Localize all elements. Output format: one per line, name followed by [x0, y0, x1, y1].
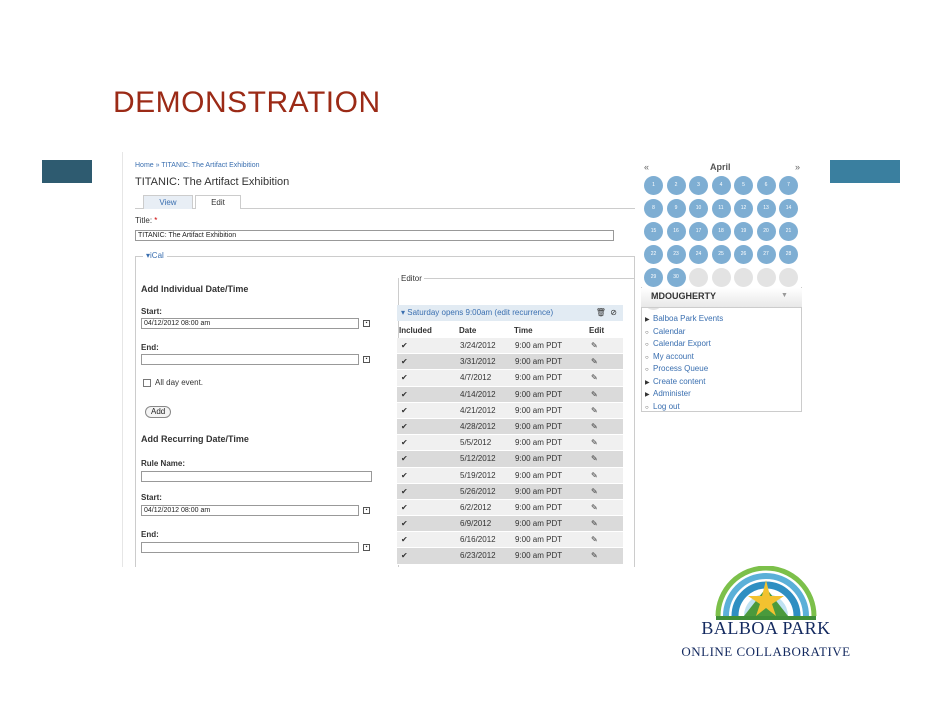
slide-accent-right — [830, 160, 900, 183]
recurring-start-label: Start: — [141, 493, 162, 502]
included-check-icon[interactable]: ✔ — [401, 357, 408, 367]
calendar-day[interactable]: 23 — [667, 245, 686, 264]
ical-legend[interactable]: ▾iCal — [143, 251, 167, 260]
calendar-day[interactable]: 13 — [757, 199, 776, 218]
table-row — [397, 548, 623, 564]
triangle-bullet-icon: ▶ — [645, 379, 650, 386]
user-menu-item-label: Log out — [653, 401, 680, 411]
screenshot-main-panel — [122, 152, 635, 567]
calendar-day[interactable]: 8 — [644, 199, 663, 218]
table-row — [397, 484, 623, 500]
included-check-icon[interactable]: ✔ — [401, 502, 408, 512]
calendar-empty-day — [779, 268, 798, 287]
occurrence-time: 9:00 am PDT — [515, 373, 563, 383]
user-menu-item[interactable] — [645, 402, 723, 415]
all-day-checkbox[interactable] — [143, 379, 151, 387]
occurrence-time: 9:00 am PDT — [515, 502, 563, 512]
edit-pencil-icon[interactable]: ✎ — [591, 438, 598, 448]
title-field-label — [135, 216, 157, 225]
username: MDOUGHERTY — [651, 291, 716, 301]
circle-bullet-icon: ○ — [645, 354, 649, 361]
calendar-day[interactable]: 25 — [712, 245, 731, 264]
occurrence-date: 4/28/2012 — [460, 421, 496, 431]
logo-emblem-icon — [704, 566, 828, 624]
included-check-icon[interactable]: ✔ — [401, 551, 408, 561]
slide-title: DEMONSTRATION — [113, 86, 381, 119]
calendar-day[interactable]: 11 — [712, 199, 731, 218]
included-check-icon[interactable]: ✔ — [401, 389, 408, 399]
occurrence-time: 9:00 am PDT — [515, 519, 563, 529]
occurrence-date: 6/16/2012 — [460, 535, 496, 545]
recurrence-row[interactable]: ▾ Saturday opens 9:00am (edit recurrence) 🗑 ⊘ — [397, 305, 623, 321]
table-row — [397, 516, 623, 532]
calendar-day[interactable]: 18 — [712, 222, 731, 241]
column-header-included: Included — [399, 326, 432, 335]
calendar-day[interactable]: 26 — [734, 245, 753, 264]
trash-icon[interactable]: 🗑 — [595, 308, 606, 317]
calendar-day[interactable]: 17 — [689, 222, 708, 241]
occurrence-time: 9:00 am PDT — [515, 389, 563, 399]
occurrence-time: 9:00 am PDT — [515, 438, 563, 448]
occurrence-time: 9:00 am PDT — [515, 454, 563, 464]
start-date-input[interactable]: 04/12/2012 08:00 am — [141, 318, 359, 329]
user-menu-item-label: Calendar — [653, 326, 686, 336]
user-menu-item[interactable] — [645, 377, 723, 390]
table-row — [397, 370, 623, 386]
calendar-prev-button[interactable]: « — [644, 162, 650, 172]
calendar-day[interactable]: 16 — [667, 222, 686, 241]
included-check-icon[interactable]: ✔ — [401, 486, 408, 496]
occurrence-date: 5/12/2012 — [460, 454, 496, 464]
table-row — [397, 500, 623, 516]
edit-pencil-icon[interactable]: ✎ — [591, 470, 598, 480]
circle-bullet-icon: ○ — [645, 342, 649, 348]
included-check-icon[interactable]: ✔ — [401, 535, 408, 545]
breadcrumb[interactable]: Home » TITANIC: The Artifact Exhibition — [135, 162, 260, 169]
table-row — [397, 387, 623, 403]
recurring-date-heading: Add Recurring Date/Time — [141, 434, 249, 444]
logo-subtitle: ONLINE COLLABORATIVE — [681, 644, 851, 659]
calendar-day[interactable]: 14 — [779, 199, 798, 218]
user-menu-item[interactable] — [645, 352, 723, 365]
edit-pencil-icon[interactable]: ✎ — [591, 341, 598, 350]
calendar-day[interactable]: 21 — [779, 222, 798, 241]
user-menu-item-label: My account — [653, 351, 694, 361]
table-row — [397, 419, 623, 435]
rule-name-label: Rule Name: — [141, 459, 186, 468]
calendar-day[interactable]: 7 — [779, 176, 798, 195]
calendar-day[interactable]: 29 — [644, 268, 663, 287]
included-check-icon[interactable]: ✔ — [401, 421, 408, 431]
user-menu-list — [645, 314, 723, 414]
occurrence-date: 4/14/2012 — [460, 389, 496, 399]
calendar-day[interactable]: 3 — [689, 176, 708, 195]
calendar-day[interactable]: 15 — [644, 222, 663, 241]
occurrence-date: 5/19/2012 — [460, 470, 496, 480]
required-mark: * — [154, 216, 158, 225]
user-menu-item[interactable] — [645, 314, 723, 327]
recurrence-label[interactable]: Saturday opens 9:00am (edit recurrence) — [407, 308, 554, 317]
edit-pencil-icon[interactable]: ✎ — [591, 502, 598, 512]
edit-pencil-icon[interactable]: ✎ — [591, 421, 598, 431]
calendar-empty-day — [734, 268, 753, 287]
table-row — [397, 532, 623, 548]
logo-name: BALBOA PARK — [701, 618, 831, 638]
occurrence-time: 9:00 am PDT — [515, 551, 563, 561]
all-day-label: All day event. — [155, 378, 204, 387]
calendar-empty-day — [712, 268, 731, 287]
recurring-end-label: End: — [141, 530, 159, 539]
occurrence-date: 6/23/2012 — [460, 551, 496, 561]
title-input[interactable]: TITANIC: The Artifact Exhibition — [135, 230, 614, 241]
calendar-day[interactable]: 19 — [734, 222, 753, 241]
user-menu-item-label: Administer — [653, 389, 691, 398]
calendar-day[interactable]: 20 — [757, 222, 776, 241]
calendar-day[interactable]: 24 — [689, 245, 708, 264]
start-calendar-icon[interactable]: ▪ — [363, 320, 370, 327]
table-row — [397, 468, 623, 484]
included-check-icon[interactable]: ✔ — [401, 373, 408, 383]
table-row — [397, 435, 623, 451]
calendar-day[interactable]: 30 — [667, 268, 686, 287]
included-check-icon[interactable]: ✔ — [401, 438, 408, 448]
start-label: Start: — [141, 307, 162, 316]
occurrence-date: 6/9/2012 — [460, 519, 492, 529]
recurring-start-calendar-icon[interactable]: ▪ — [363, 507, 370, 514]
calendar-day[interactable]: 9 — [667, 199, 686, 218]
calendar-day[interactable]: 28 — [779, 245, 798, 264]
calendar-day[interactable]: 2 — [667, 176, 686, 195]
mini-calendar — [640, 160, 803, 280]
recurring-end-input[interactable] — [141, 542, 359, 553]
rule-name-input[interactable] — [141, 471, 372, 482]
calendar-day[interactable]: 22 — [644, 245, 663, 264]
calendar-empty-day — [757, 268, 776, 287]
edit-pencil-icon[interactable]: ✎ — [591, 454, 598, 464]
edit-pencil-icon[interactable]: ✎ — [591, 519, 598, 529]
calendar-day[interactable]: 1 — [644, 176, 663, 195]
tab-edit[interactable]: Edit — [195, 195, 241, 209]
title-label-text: Title: — [135, 216, 153, 225]
occurrence-time: 9:00 am PDT — [515, 486, 563, 496]
user-menu-item[interactable] — [645, 327, 723, 340]
tab-bar — [135, 195, 635, 209]
occurrence-time: 9:00 am PDT — [515, 341, 563, 350]
block-icon[interactable]: ⊘ — [610, 308, 617, 317]
column-header-edit: Edit — [589, 326, 605, 335]
user-menu-item[interactable] — [645, 364, 723, 377]
user-menu-item-label: Create content — [653, 376, 706, 386]
user-menu-item[interactable] — [645, 389, 723, 402]
user-menu-item[interactable] — [645, 339, 723, 352]
calendar-day[interactable]: 12 — [734, 199, 753, 218]
occurrence-time: 9:00 am PDT — [515, 421, 563, 431]
occurrence-time: 9:00 am PDT — [515, 357, 563, 367]
included-check-icon[interactable]: ✔ — [401, 405, 408, 415]
occurrence-date: 4/7/2012 — [460, 373, 492, 383]
table-row — [397, 338, 623, 354]
table-row — [397, 354, 623, 370]
occurrence-date: 5/26/2012 — [460, 486, 496, 496]
edit-pencil-icon[interactable]: ✎ — [591, 551, 598, 561]
occurrence-date: 5/5/2012 — [460, 438, 492, 448]
occurrence-time: 9:00 am PDT — [515, 405, 563, 415]
tab-view[interactable]: View — [143, 195, 193, 209]
table-row — [397, 451, 623, 467]
balboa-park-logo — [666, 566, 866, 666]
edit-pencil-icon[interactable]: ✎ — [591, 357, 598, 367]
calendar-day[interactable]: 6 — [757, 176, 776, 195]
edit-pencil-icon[interactable]: ✎ — [591, 535, 598, 545]
user-menu-header[interactable] — [641, 288, 802, 308]
occurrence-date: 4/21/2012 — [460, 405, 496, 415]
calendar-empty-day — [689, 268, 708, 287]
calendar-next-button[interactable]: » — [795, 162, 801, 172]
edit-pencil-icon[interactable]: ✎ — [591, 486, 598, 496]
recurring-start-input[interactable]: 04/12/2012 08:00 am — [141, 505, 359, 516]
triangle-bullet-icon: ▶ — [645, 392, 650, 398]
user-menu-item-label: Balboa Park Events — [653, 314, 724, 323]
calendar-month-label: April — [710, 162, 731, 172]
column-header-date: Date — [459, 326, 477, 335]
ical-legend-text: iCal — [150, 251, 164, 260]
occurrence-date: 6/2/2012 — [460, 502, 492, 512]
occurrence-date: 3/24/2012 — [460, 341, 496, 350]
chevron-down-icon[interactable]: ▼ — [781, 292, 788, 299]
column-header-time: Time — [514, 326, 533, 335]
user-menu-item-label: Calendar Export — [653, 339, 711, 348]
occurrence-table-body — [397, 338, 623, 565]
included-check-icon[interactable]: ✔ — [401, 341, 408, 350]
calendar-day[interactable]: 27 — [757, 245, 776, 264]
page-title: TITANIC: The Artifact Exhibition — [135, 176, 290, 188]
end-label: End: — [141, 343, 159, 352]
circle-bullet-icon: ○ — [645, 329, 649, 336]
edit-pencil-icon[interactable]: ✎ — [591, 389, 598, 399]
circle-bullet-icon: ○ — [645, 404, 649, 411]
recurring-end-calendar-icon[interactable]: ▪ — [363, 544, 370, 551]
included-check-icon[interactable]: ✔ — [401, 470, 408, 480]
calendar-day[interactable]: 5 — [734, 176, 753, 195]
editor-legend: Editor — [401, 274, 422, 283]
slide-accent-left — [42, 160, 92, 183]
calendar-day[interactable]: 4 — [712, 176, 731, 195]
included-check-icon[interactable]: ✔ — [401, 519, 408, 529]
individual-date-heading: Add Individual Date/Time — [141, 284, 249, 294]
circle-bullet-icon: ○ — [645, 367, 649, 373]
user-menu-item-label: Process Queue — [653, 364, 709, 373]
occurrence-date: 3/31/2012 — [460, 357, 496, 367]
edit-pencil-icon[interactable]: ✎ — [591, 405, 598, 415]
end-calendar-icon[interactable]: ▪ — [363, 356, 370, 363]
occurrence-time: 9:00 am PDT — [515, 535, 563, 545]
occurrence-time: 9:00 am PDT — [515, 470, 563, 480]
end-date-input[interactable] — [141, 354, 359, 365]
calendar-day[interactable]: 10 — [689, 199, 708, 218]
included-check-icon[interactable]: ✔ — [401, 454, 408, 464]
edit-pencil-icon[interactable]: ✎ — [591, 373, 598, 383]
table-row — [397, 403, 623, 419]
triangle-bullet-icon: ▶ — [645, 317, 650, 323]
add-button[interactable]: Add — [145, 406, 171, 418]
